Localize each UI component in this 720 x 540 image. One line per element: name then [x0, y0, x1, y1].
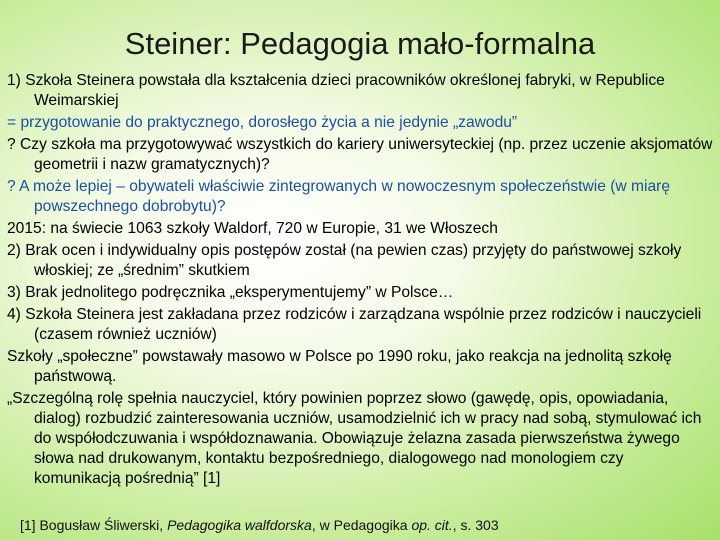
paragraph-6: 2) Brak ocen i indywidualny opis postępów został (na pewien czas) przyjęty do państwowej szkoły włoskiej; ze „średnim” skutkiem [7, 242, 682, 279]
footnote-middle: , w Pedagogika [311, 517, 412, 533]
paragraph-3: ? Czy szkoła ma przygotowywać wszystkich do kariery uniwersyteckiej (np. przez uczenie aksjomatów geometrii i nazw gramatycznych)? [7, 136, 713, 173]
paragraph-9: Szkoły „społeczne” powstawały masowo w Polsce po 1990 roku, jako reakcja na jednolitą szkołę państwową. [7, 348, 672, 385]
footnote-op-cit: op. cit. [411, 517, 453, 533]
paragraph-1: 1) Szkoła Steinera powstała dla kształcenia dzieci pracowników określonej fabryki, w Republice Weimarskiej [7, 72, 665, 109]
footnote-prefix: [1] Bogusław Śliwerski, [20, 517, 168, 533]
paragraph-8: 4) Szkoła Steinera jest zakładana przez rodziców i zarządzana wspólnie przez rodziców i nauczycieli (czasem również uczniów) [7, 306, 702, 343]
footnote-suffix: , s. 303 [452, 517, 499, 533]
footnote [20, 516, 499, 534]
paragraph-4: ? A może lepiej – obywateli właściwie zintegrowanych w nowoczesnym społeczeństwie (w miarę powszechnego dobrobytu)? [7, 178, 671, 215]
paragraph-10: „Szczególną rolę spełnia nauczyciel, który powinien poprzez słowo (gawędę, opis, opowiadania, dialog) rozbudzić zainteresowania uczniów, usamodzielnić ich w pracy nad sobą, stymulować ich do współodczuwania i współdoznawania. Obowiązuje żelazna zasada pierwszeństwa żywego słowa nad drukowanym, kontaktu bezpośredniego, dialogowego nad monologiem czy komunikacją pośrednią” [1] [7, 390, 702, 487]
paragraph-2: = przygotowanie do praktycznego, dorosłego życia a nie jedynie „zawodu” [7, 114, 518, 131]
slide-title: Steiner: Pedagogia mało-formalna [124, 26, 596, 61]
footnote-book-title: Pedagogika walfdorska [167, 517, 312, 533]
paragraph-5: 2015: na świecie 1063 szkoły Waldorf, 720 w Europie, 31 we Włoszech [7, 220, 498, 237]
paragraph-7: 3) Brak jednolitego podręcznika „eksperymentujemy” w Polsce… [7, 284, 454, 301]
slide-content [7, 71, 713, 491]
